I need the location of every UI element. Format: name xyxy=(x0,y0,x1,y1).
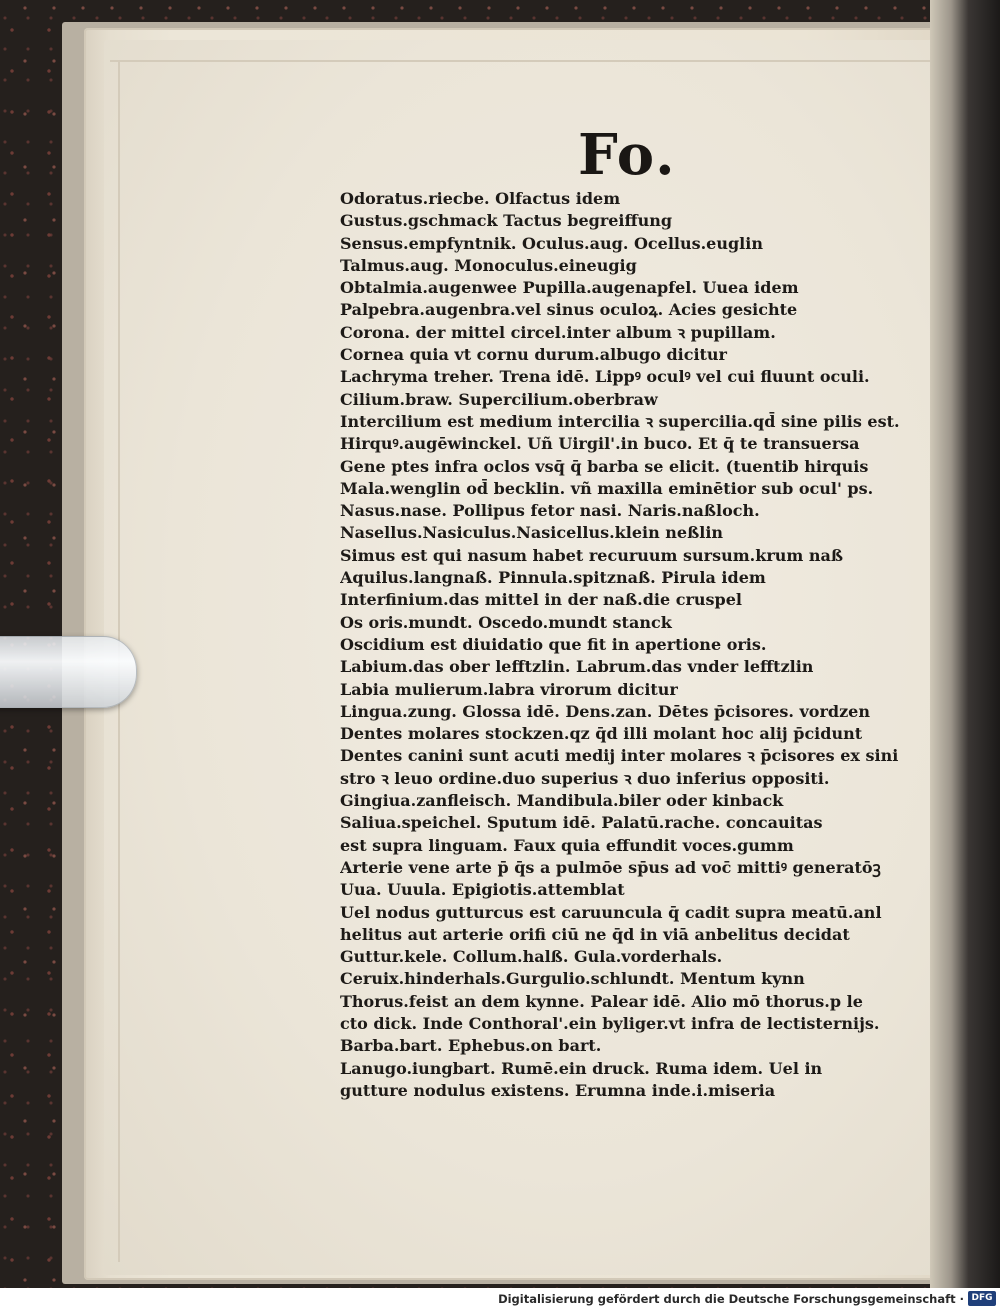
funding-notice: Digitalisierung gefördert durch die Deutsche Forschungsgemeinschaft · xyxy=(498,1292,964,1306)
glass-clip xyxy=(0,636,137,708)
text-line: Dentes molares stockzen.qz q̄d illi molant hoc alij p̄cidunt xyxy=(340,724,863,744)
text-line: Sensus.empfyntnik. Oculus.aug. Ocellus.euglin xyxy=(340,233,763,253)
text-line: Intercilium est medium intercilia ꝛ supercilia.qd̄ sine pilis est. xyxy=(340,411,900,431)
text-line: Labia mulierum.labra virorum dicitur xyxy=(340,679,678,699)
text-line: Hirquꝰ.augēwinckel. Uñ Uirgil'.in buco. Et q̄ te transuersa xyxy=(340,434,860,454)
text-line: Ceruix.hinderhals.Gurgulio.schlundt. Mentum kynn xyxy=(340,969,805,989)
text-line: gutture nodulus existens. Erumna inde.i.miseria xyxy=(340,1080,776,1100)
text-line: stro ꝛ leuo ordine.duo superius ꝛ duo inferius oppositi. xyxy=(340,768,830,788)
text-line: Barba.bart. Ephebus.on bart. xyxy=(340,1036,602,1056)
text-line: Talmus.aug. Monoculus.eineugig xyxy=(340,255,637,275)
text-line: Lingua.zung. Glossa idē. Dens.zan. Dētes p̄cisores. vordzen xyxy=(340,701,870,721)
text-line: est supra linguam. Faux quia effundit voces.gumm xyxy=(340,835,794,855)
text-line: Interfinium.das mittel in der naß.die cruspel xyxy=(340,590,742,610)
dfg-logo-icon: DFG xyxy=(968,1291,996,1306)
text-line: Gustus.gschmack Tactus begreiffung xyxy=(340,211,673,231)
page-heading: Fo. xyxy=(578,122,677,188)
text-line: Corona. der mittel circel.inter album ꝛ pupillam. xyxy=(340,322,776,342)
text-line: Lachryma treher. Trena idē. Lippꝰ oculꝰ vel cui fluunt oculi. xyxy=(340,367,870,387)
text-line: Cilium.braw. Supercilium.oberbraw xyxy=(340,389,658,409)
text-line: Palpebra.augenbra.vel sinus oculoꝝ. Acies gesichte xyxy=(340,300,798,320)
text-line: Aquilus.langnaß. Pinnula.spitznaß. Pirula idem xyxy=(340,568,766,588)
text-line: helitus aut arterie orifi ciū ne q̄d in viā anbelitus decidat xyxy=(340,924,850,944)
text-line: Arterie vene arte p̄ q̄s a pulmōe sp̄us ad voc̄ mittiꝰ generatōꝫ xyxy=(340,857,881,877)
text-line: Odoratus.riecbe. Olfactus idem xyxy=(340,189,621,208)
text-line: Simus est qui nasum habet recuruum sursum.krum naß xyxy=(340,545,844,565)
text-line: Nasus.nase. Pollipus fetor nasi. Naris.naßloch. xyxy=(340,501,760,521)
text-line: Dentes canini sunt acuti medij inter molares ꝛ p̄cisores ex sini xyxy=(340,746,899,766)
footer-bar xyxy=(0,1288,1000,1311)
text-line: Thorus.feist an dem kynne. Palear idē. Alio mō thorus.p le xyxy=(340,991,863,1011)
text-line: Obtalmia.augenwee Pupilla.augenapfel. Uuea idem xyxy=(340,278,799,298)
text-line: Oscidium est diuidatio que fit in apertione oris. xyxy=(340,634,767,654)
text-line: Gingiua.zanfleisch. Mandibula.biler oder kinback xyxy=(340,791,784,811)
text-line: cto dick. Inde Conthoral'.ein byliger.vt infra de lectisternijs. xyxy=(340,1013,880,1033)
text-line: Cornea quia vt cornu durum.albugo dicitur xyxy=(340,345,727,365)
text-line: Lanugo.iungbart. Rumē.ein druck. Ruma idem. Uel in xyxy=(340,1058,823,1078)
text-line: Mala.wenglin od̄ becklin. vñ maxilla eminētior sub ocul' ps. xyxy=(340,478,874,498)
text-line: Uua. Uuula. Epigiotis.attemblat xyxy=(340,880,625,900)
text-line: Os oris.mundt. Oscedo.mundt stanck xyxy=(340,612,672,632)
text-line: Nasellus.Nasiculus.Nasicellus.klein neßlin xyxy=(340,523,724,543)
text-line: Uel nodus gutturcus est caruuncula q̄ cadit supra meatū.anl xyxy=(340,902,882,922)
page-edge-line-top xyxy=(110,60,930,62)
text-line: Guttur.kele. Collum.halß. Gula.vorderhals. xyxy=(340,947,723,967)
text-line: Labium.das ober lefftzlin. Labrum.das vnder lefftzlin xyxy=(340,657,814,677)
book-gutter xyxy=(930,0,1000,1288)
text-block xyxy=(340,188,920,1102)
text-line: Saliua.speichel. Sputum idē. Palatū.rache. concauitas xyxy=(340,813,823,833)
text-line: Gene ptes infra oclos vsq̄ q̄ barba se elicit. (tuentib hirquis xyxy=(340,456,869,476)
